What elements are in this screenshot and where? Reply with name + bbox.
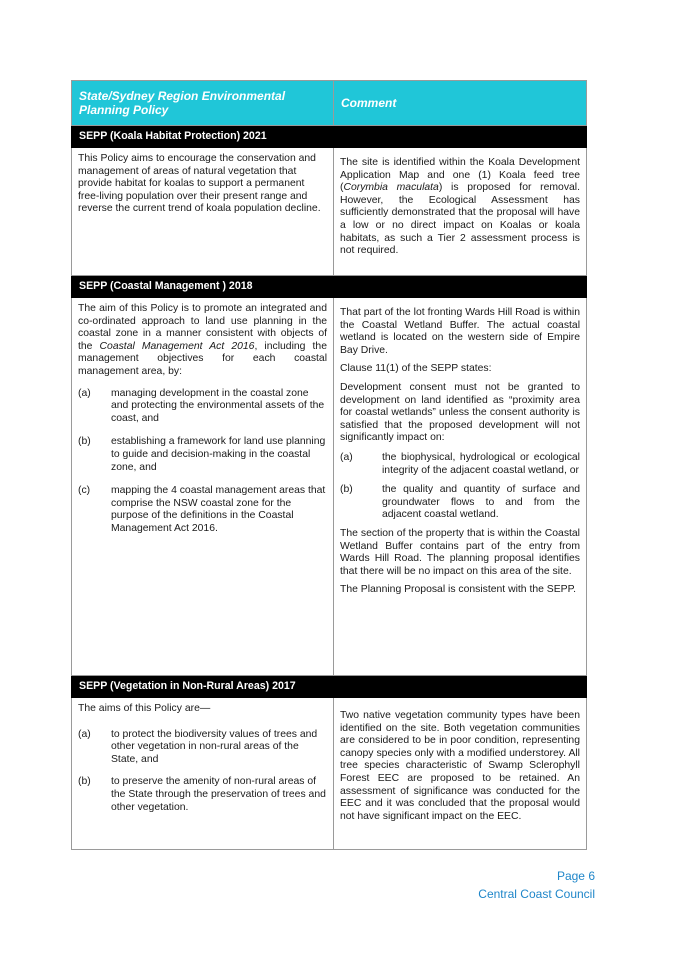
section-title-koala: SEPP (Koala Habitat Protection) 2021 (72, 126, 587, 148)
list-item-text: establishing a framework for land use planning to guide and decision-making in the coastal zone, and (111, 436, 326, 473)
list-item (340, 452, 580, 477)
header-comment-cell: Comment (334, 81, 587, 126)
section-heading-row (72, 676, 587, 698)
section-title-coastal: SEPP (Coastal Management ) 2018 (72, 276, 587, 298)
comment-paragraph: The Planning Proposal is consistent with the SEPP. (340, 584, 577, 596)
list-item-text: managing development in the coastal zone and protecting the environmental assets of the coast, and (111, 387, 325, 424)
act-name: Coastal Management Act 2016 (99, 340, 255, 352)
policy-aim-cell (72, 698, 334, 850)
page-number: Page 6 (556, 869, 595, 883)
list-item-text: to preserve the amenity of non-rural areas of the State through the preservation of trees and other vegetation. (111, 776, 326, 813)
aim-part: , including the management objectives for each coastal management area, by: (78, 340, 327, 377)
list-item (78, 388, 327, 426)
list-item-label: (a) (78, 387, 91, 399)
list-item-label: (a) (340, 451, 353, 463)
policy-aim-text: This Policy aims to encourage the conservation and management of areas of natural vegetation that provide habitat for koalas to support a permanent free-living population over their present range and reverse the current trend of koala population decline. (78, 153, 321, 215)
policy-aim-cell (72, 298, 334, 676)
aim-part: The aim of this Policy is to promote an integrated and co-ordinated approach to land use planning in the coastal zone in a manner consistent with objects of the (78, 303, 327, 352)
section-body-row (72, 148, 587, 276)
comment-cell (334, 148, 587, 276)
list-item (78, 776, 327, 814)
organisation-name: Central Coast Council (478, 887, 595, 901)
list-item (340, 484, 580, 522)
comment-paragraph: The section of the property that is within the Coastal Wetland Buffer contains part of the entry from Wards Hill Road. The planning proposal identifies that there will be no impact on this area of the site. (340, 527, 580, 577)
table-header-row (72, 81, 587, 126)
comment-part: ) is proposed for removal. However, the Ecological Assessment has sufficiently demonstrated that the proposal will have a low or no direct impact on Koalas or koala habitats, as such a Tier 2 assessment process is not required. (340, 182, 580, 257)
policy-aim-text (78, 303, 327, 379)
comment-paragraph: Development consent must not be granted to development on land identified as “proximity area for coastal wetlands” unless the consent authority is satisfied that the proposed development will not significantly impact on: (340, 381, 580, 444)
comment-cell (334, 698, 587, 850)
list-item-text: the quality and quantity of surface and groundwater flows to and from the adjacent coastal wetland. (382, 484, 580, 521)
comment-text: Two native vegetation community types have been identified on the site. Both vegetation communities are considered to be in poor condition, representing canopy species only with a modified understorey. All tree species characteristic of Swamp Sclerophyll Forest EEC are proposed to be retained. An assessment of significance was conducted for the EEC and it was concluded that the proposal would not have significant impact on the EEC. (340, 710, 580, 822)
comment-paragraph: That part of the lot fronting Wards Hill Road is within the Coastal Wetland Buffer. The actual coastal wetland is located on the western side of Empire Bay Drive. (340, 307, 580, 356)
species-name: Corymbia maculata (343, 182, 439, 194)
comment-cell (334, 298, 587, 676)
list-item-label: (a) (78, 728, 91, 740)
section-heading-row (72, 126, 587, 148)
list-item-label: (b) (78, 436, 91, 448)
list-item (78, 436, 327, 474)
policy-table (71, 80, 587, 850)
list-item-label: (b) (78, 776, 91, 788)
list-item-text: to protect the biodiversity values of trees and other vegetation in non-rural areas of the State, and (111, 728, 318, 765)
list-item (78, 485, 327, 535)
list-item (78, 729, 327, 767)
policy-aim-text: The aims of this Policy are— (78, 703, 211, 714)
comment-paragraph: Clause 11(1) of the SEPP states: (340, 363, 492, 375)
list-item-label: (b) (340, 484, 353, 496)
comment-part: The site is identified within the Koala Development Application Map and one (1) Koala feed tree ( (340, 157, 580, 194)
list-item-label: (c) (78, 485, 91, 497)
section-title-vegetation: SEPP (Vegetation in Non-Rural Areas) 2017 (72, 676, 587, 698)
list-item-text: the biophysical, hydrological or ecological integrity of the adjacent coastal wetland, or (382, 451, 580, 476)
list-item-text: mapping the 4 coastal management areas that comprise the NSW coastal zone for the purpose of the definitions in the Coastal Management Act 2016. (111, 485, 326, 534)
section-heading-row (72, 276, 587, 298)
section-body-row (72, 298, 587, 676)
policy-aim-cell (72, 148, 334, 276)
comment-text (340, 157, 580, 258)
header-policy-cell: State/Sydney Region Environmental Planning Policy (72, 81, 334, 126)
section-body-row (72, 698, 587, 850)
